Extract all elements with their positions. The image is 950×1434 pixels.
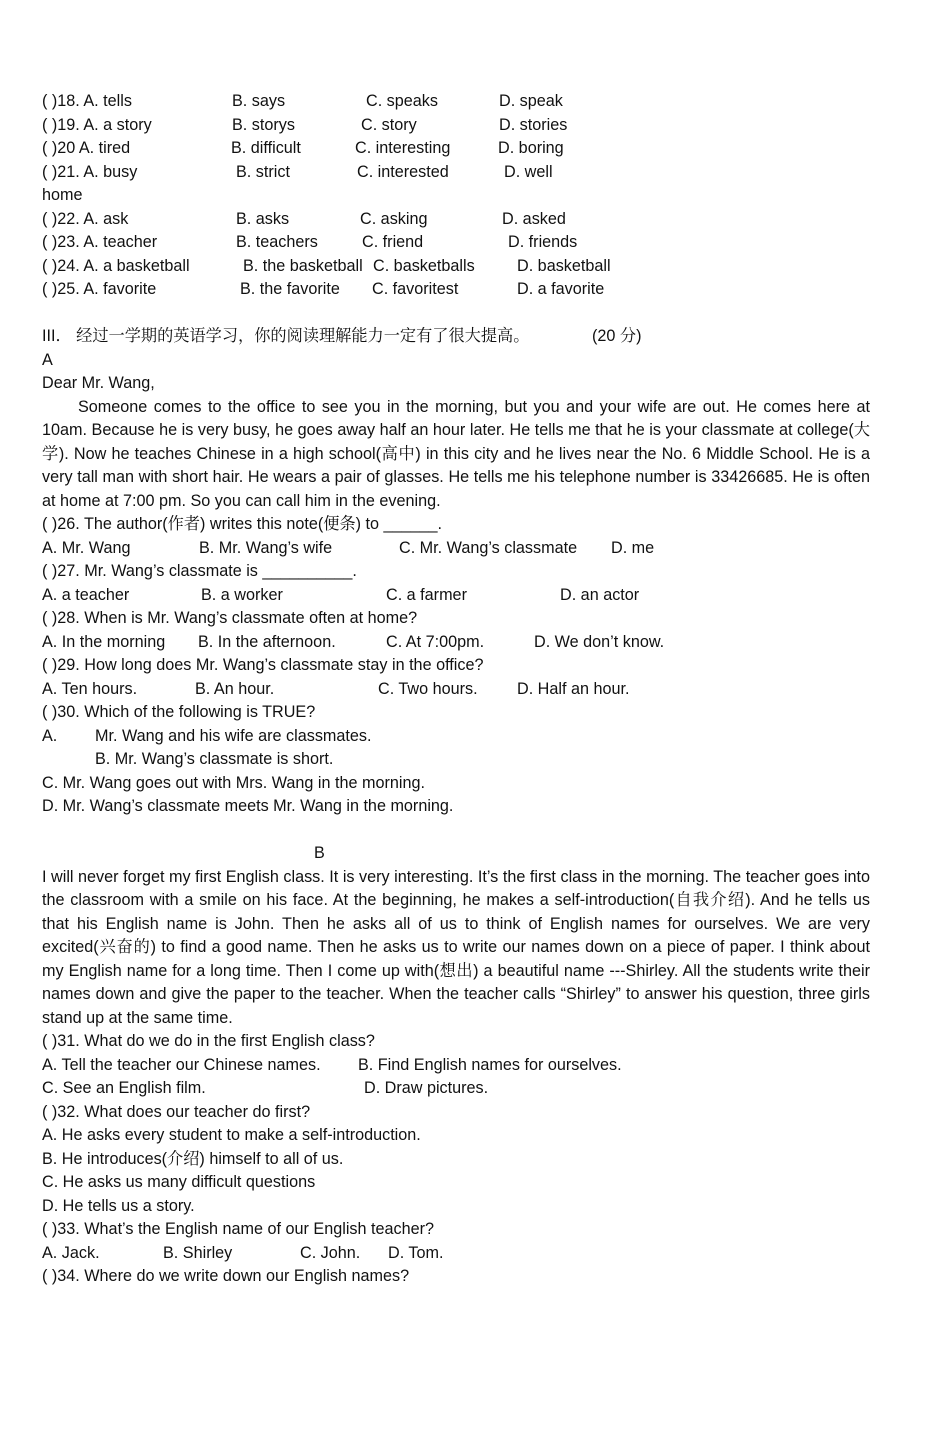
question-24-option-d: D. basketball [517, 256, 611, 275]
question-28 [42, 607, 870, 631]
question-34-text: ( )34. Where do we write down our English names? [42, 1267, 410, 1285]
passage-b-label: B [314, 844, 325, 862]
question-26-text: ( )26. The author(作者) writes this note(便条) to ______. [42, 515, 443, 533]
question-32-option-c: C. He asks us many difficult questions [42, 1173, 316, 1191]
question-30-text: ( )30. Which of the following is TRUE? [42, 703, 316, 721]
question-29-option-d: D. Half an hour. [517, 679, 630, 698]
question-25-option-c: C. favoritest [372, 280, 459, 298]
question-31-options-cd [42, 1077, 870, 1101]
question-32 [42, 1101, 870, 1125]
question-33-option-b: B. Shirley [163, 1243, 233, 1262]
question-19-option-c: C. story [361, 115, 417, 134]
question-30 [42, 701, 870, 725]
question-24-option-a: ( )24. A. a basketball [42, 256, 190, 275]
question-22-option-c: C. asking [360, 209, 428, 228]
question-29-text: ( )29. How long does Mr. Wang’s classmate stay in the office? [42, 656, 484, 674]
question-27-option-d: D. an actor [560, 585, 640, 604]
question-27-option-b: B. a worker [201, 585, 283, 604]
question-32-option-b: B. He introduces(介绍) himself to all of us. [42, 1149, 344, 1168]
question-28-options [42, 631, 870, 655]
section-3-score: (20 分) [592, 327, 642, 345]
question-20 [42, 137, 870, 161]
question-21-option-a: ( )21. A. busy [42, 162, 138, 181]
passage-a-label: A [42, 350, 53, 369]
question-24-option-b: B. the basketball [243, 256, 363, 275]
question-29-option-a: A. Ten hours. [42, 679, 138, 698]
question-33-option-c: C. John. [300, 1243, 361, 1262]
question-31-option-b: B. Find English names for ourselves. [358, 1055, 622, 1074]
question-30-option-c-row [42, 772, 870, 796]
passage-b-label-row [42, 842, 870, 866]
question-31-text: ( )31. What do we do in the first English class? [42, 1032, 375, 1050]
question-23-option-a: ( )23. A. teacher [42, 233, 158, 251]
question-29-option-c: C. Two hours. [378, 679, 478, 698]
question-25-option-a: ( )25. A. favorite [42, 280, 157, 298]
question-26-option-a: A. Mr. Wang [42, 538, 131, 557]
document-page [42, 90, 870, 1289]
question-27-text: ( )27. Mr. Wang’s classmate is __________. [42, 562, 357, 580]
question-32-text: ( )32. What does our teacher do first? [42, 1102, 311, 1121]
question-32-option-d-row [42, 1195, 870, 1219]
question-30-option-a-row [42, 725, 870, 749]
question-26-option-d: D. me [611, 538, 655, 557]
question-26-options [42, 537, 870, 561]
question-25 [42, 278, 870, 302]
question-33-option-a: A. Jack. [42, 1243, 100, 1262]
question-25-option-d: D. a favorite [517, 280, 605, 298]
question-21-option-b: B. strict [236, 162, 290, 181]
section-3-heading [42, 325, 870, 349]
question-32-option-d: D. He tells us a story. [42, 1196, 195, 1215]
question-29-option-b: B. An hour. [195, 679, 275, 698]
question-31-options-ab [42, 1054, 870, 1078]
question-27-option-c: C. a farmer [386, 585, 467, 604]
question-28-option-a: A. In the morning [42, 632, 166, 651]
passage-a-body: Someone comes to the office to see you in the morning, but you and your wife are out. He comes here at 10am. Because he is very busy, he goes away half an hour later. He tells me that he is your classmate at college(大学). Now he teaches Chinese in a high school(高中) in this city and he lives near the No. 6 Middle School. He is a very tall man with short hair. He wears a pair of glasses. He tells me his telephone number is 33426685. He is often at home at 7:00 pm. So you can call him in the evening. [42, 397, 870, 510]
question-18-option-b: B. says [232, 92, 286, 110]
question-26-option-c: C. Mr. Wang’s classmate [399, 538, 578, 557]
question-28-option-c: C. At 7:00pm. [386, 632, 485, 651]
question-28-option-d: D. We don’t know. [534, 632, 665, 651]
section-3-title: III． 经过一学期的英语学习，你的阅读理解能力一定有了很大提高。 [42, 327, 530, 345]
question-22-option-d: D. asked [502, 209, 566, 228]
wrapped-word [42, 184, 870, 208]
question-27-option-a: A. a teacher [42, 585, 130, 604]
question-21-option-d: D. well [504, 162, 553, 181]
question-33-option-d: D. Tom. [388, 1243, 444, 1262]
question-18 [42, 90, 870, 114]
question-32-option-b-row [42, 1148, 870, 1172]
question-22-option-a: ( )22. A. ask [42, 209, 129, 228]
passage-a-label-row [42, 349, 870, 373]
question-28-option-b: B. In the afternoon. [198, 632, 336, 651]
question-19-option-a: ( )19. A. a story [42, 115, 152, 134]
question-27 [42, 560, 870, 584]
question-23-option-d: D. friends [508, 233, 578, 251]
question-18-option-a: ( )18. A. tells [42, 92, 132, 110]
passage-b-body: I will never forget my first English class. It is very interesting. It’s the first class in the morning. The teacher goes into the classroom with a smile on his face. At the beginning, he makes a self-introduction(自我介绍). And he tells us that his English name is John. Then he asks all of us to think of English names for ourselves. We are very excited(兴奋的) to find a good name. Then he asks us to write our names down on a piece of paper. I think about my English name for a long time. Then I come up with(想出) a beautiful name ---Shirley. All the students write their names down and give the paper to the teacher. When the teacher calls “Shirley” to answer his question, three girls stand up at the same time. [42, 867, 870, 1027]
question-26-option-b: B. Mr. Wang’s wife [199, 538, 333, 557]
question-32-option-a: A. He asks every student to make a self-introduction. [42, 1126, 421, 1144]
question-21 [42, 161, 870, 185]
question-30-option-d: D. Mr. Wang’s classmate meets Mr. Wang in the morning. [42, 797, 454, 815]
question-33 [42, 1218, 870, 1242]
question-32-option-c-row [42, 1171, 870, 1195]
question-29-options [42, 678, 870, 702]
letter-greeting-row [42, 372, 870, 396]
question-20-option-d: D. boring [498, 139, 564, 157]
question-18-option-d: D. speak [499, 92, 563, 110]
question-34 [42, 1265, 870, 1289]
question-30-option-b-row [42, 748, 870, 772]
question-20-option-b: B. difficult [231, 139, 301, 157]
question-33-options [42, 1242, 870, 1266]
question-19-option-b: B. storys [232, 115, 295, 134]
question-25-option-b: B. the favorite [240, 280, 340, 298]
letter-greeting: Dear Mr. Wang, [42, 374, 155, 392]
question-30-option-a: Mr. Wang and his wife are classmates. [95, 726, 372, 745]
question-24-option-c: C. basketballs [373, 256, 475, 275]
question-31-option-d: D. Draw pictures. [364, 1079, 489, 1097]
question-31-option-a: A. Tell the teacher our Chinese names. [42, 1055, 321, 1074]
question-27-options [42, 584, 870, 608]
question-24 [42, 255, 870, 279]
question-32-option-a-row [42, 1124, 870, 1148]
question-20-option-a: ( )20 A. tired [42, 139, 131, 157]
question-19-option-d: D. stories [499, 115, 568, 134]
question-26 [42, 513, 870, 537]
question-30-option-d-row [42, 795, 870, 819]
question-33-text: ( )33. What’s the English name of our English teacher? [42, 1220, 435, 1238]
question-21-option-c: C. interested [357, 162, 449, 181]
question-23-option-b: B. teachers [236, 233, 318, 251]
question-31 [42, 1030, 870, 1054]
question-23-option-c: C. friend [362, 233, 424, 251]
question-31-option-c: C. See an English film. [42, 1079, 206, 1097]
question-23 [42, 231, 870, 255]
question-20-option-c: C. interesting [355, 139, 451, 157]
question-18-option-c: C. speaks [366, 92, 438, 110]
question-29 [42, 654, 870, 678]
question-22-option-b: B. asks [236, 209, 290, 228]
question-22 [42, 208, 870, 232]
question-19 [42, 114, 870, 138]
wrapped-word-home: home [42, 186, 83, 204]
question-30-option-a-label: A. [42, 726, 58, 745]
question-28-text: ( )28. When is Mr. Wang’s classmate often at home? [42, 609, 418, 627]
question-30-option-c: C. Mr. Wang goes out with Mrs. Wang in the morning. [42, 773, 425, 792]
question-30-option-b: B. Mr. Wang’s classmate is short. [95, 750, 334, 768]
